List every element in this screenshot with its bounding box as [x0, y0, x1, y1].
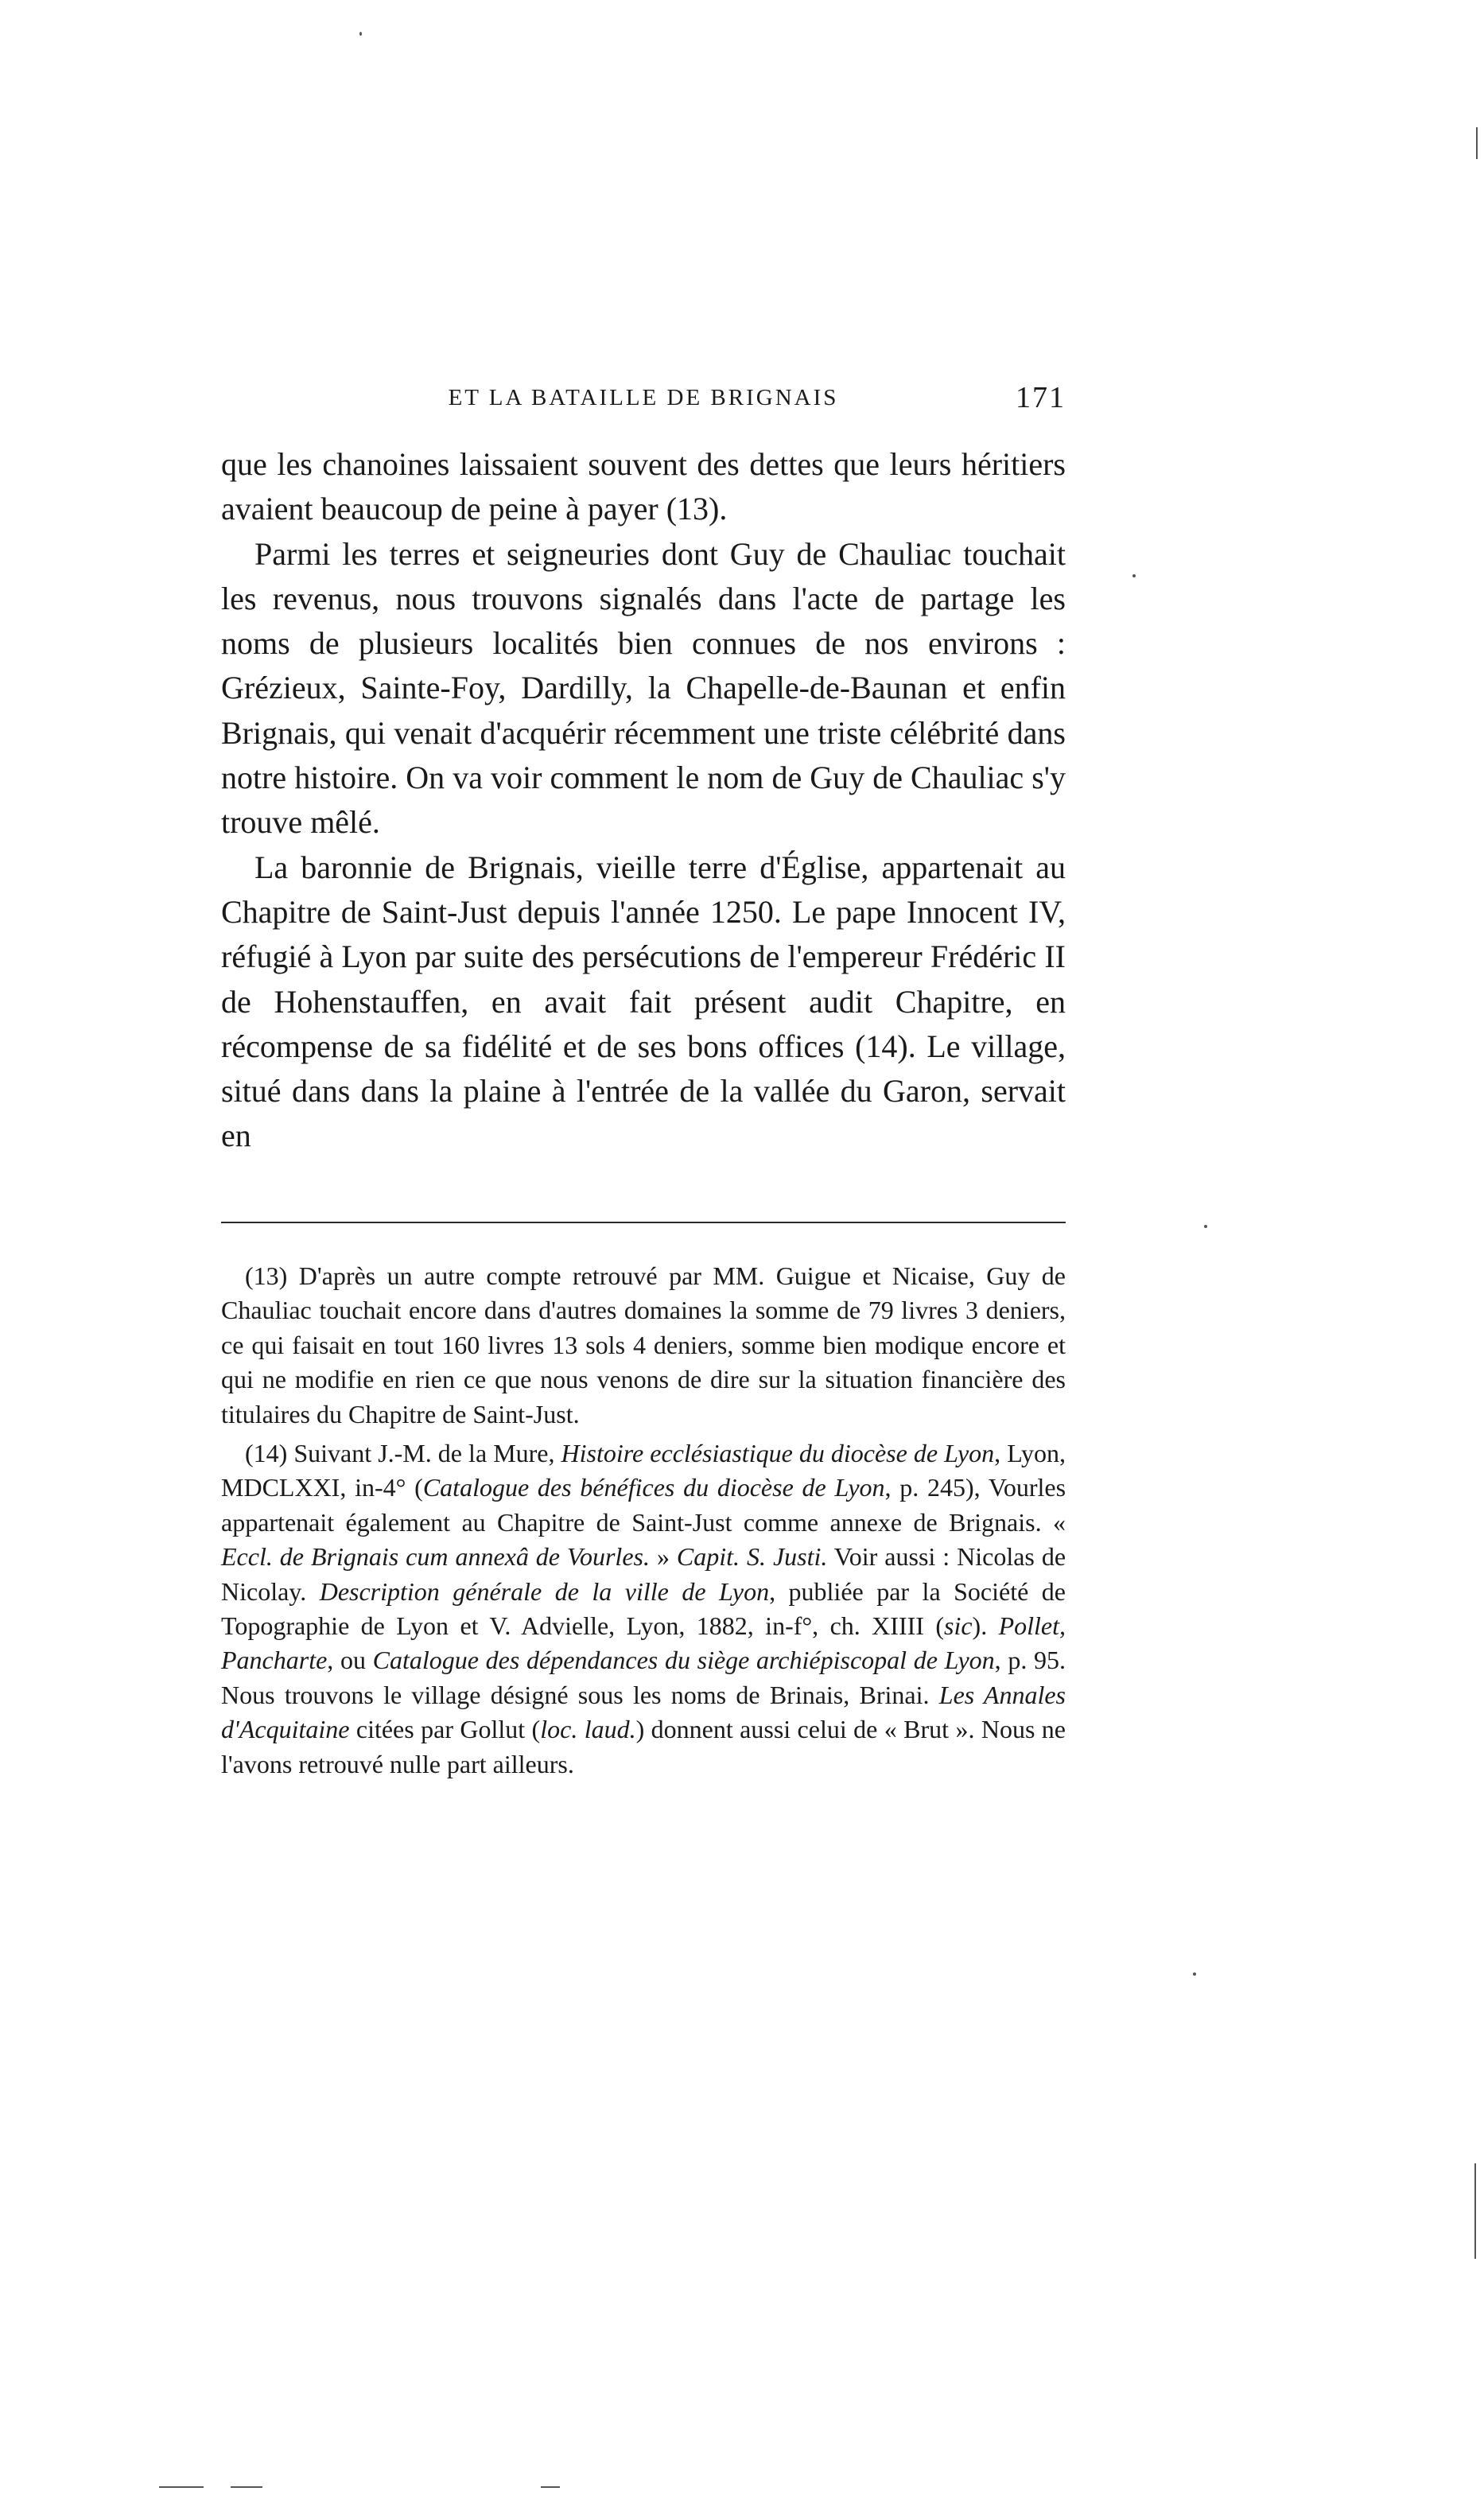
scan-speck	[159, 2486, 204, 2488]
scan-speck	[1204, 1225, 1207, 1228]
citation-title: Catalogue des dépendances du siège archiépiscopal de Lyon	[372, 1646, 995, 1675]
page-number: 171	[1016, 381, 1066, 414]
footnote-14-text: (14) Suivant J.-M. de la Mure,	[245, 1439, 561, 1468]
footnote-14-text: Voir aussi : Nicolas de Nicolay.	[221, 1542, 1066, 1606]
footnote-13: (13) D'après un autre compte retrouvé par MM. Guigue et Nicaise, Guy de Chauliac touchait encore dans d'autres domaines la somme de 79 livres 3 deniers, ce qui faisait en tout 160 livres 13 sols 4 deniers, somme bien modique encore et qui ne modifie en rien ce que nous venons de dire sur la situation financière des titulaires du Chapitre de Saint-Just.	[221, 1261, 1066, 1428]
scan-speck	[1476, 127, 1478, 159]
scan-speck	[359, 32, 362, 36]
footnote-14-text: , ou	[327, 1646, 373, 1675]
citation-title: Pollet, Pancharte	[221, 1611, 1066, 1675]
citation-reference: loc. laud.	[540, 1715, 636, 1744]
sic-mark: sic	[943, 1611, 973, 1641]
running-title: ET LA BATAILLE DE BRIGNAIS	[448, 385, 839, 410]
main-text	[221, 442, 1066, 1159]
citation-title: Catalogue des bénéfices du diocèse de Lyon	[422, 1473, 885, 1502]
footnote-14-text: ) donnent aussi celui de « Brut ». Nous ne l'avons retrouvé nulle part ailleurs.	[221, 1715, 1066, 1778]
footnote-14-text: citées par Gollut (	[349, 1715, 541, 1744]
footnote-14-text: , p. 245), Vourles appartenait également au Chapitre de Saint-Just comme annexe de Brignais. «	[221, 1473, 1066, 1537]
latin-quote: Capit. S. Justi.	[676, 1542, 828, 1572]
footnote-14	[221, 1436, 1066, 1782]
scan-speck	[541, 2486, 560, 2488]
paragraph-continuation: que les chanoines laissaient souvent des dettes que leurs héritiers avaient beaucoup de peine à payer (13).	[221, 446, 1066, 527]
paragraph-brignais-barony: La baronnie de Brignais, vieille terre d'Église, appartenait au Chapitre de Saint-Just depuis l'année 1250. Le pape Innocent IV, réfugié à Lyon par suite des persécutions de l'empereur Frédéric II de Hohenstauffen, en avait fait présent audit Chapitre, en récompense de sa fidélité et de ses bons offices (14). Le village, situé dans dans la plaine à l'entrée de la vallée du Garon, servait en	[221, 849, 1066, 1154]
scan-speck	[1193, 1972, 1196, 1976]
footnote-14-text: , publiée par la Société de Topographie de Lyon et V. Advielle, Lyon, 1882, in-f°, ch. XIIII (	[221, 1576, 1066, 1641]
citation-title: Description générale de la ville de Lyon	[319, 1576, 770, 1606]
citation-title: Histoire ecclésiastique du diocèse de Lyon	[561, 1439, 995, 1468]
footnote-14-text: »	[649, 1542, 677, 1572]
latin-quote: Eccl. de Brignais cum annexâ de Vourles.	[221, 1542, 650, 1572]
footnotes	[221, 1259, 1066, 1786]
scan-speck	[231, 2486, 262, 2488]
footnote-14-text: , p. 95. Nous trouvons le village désigné sous les noms de Brinais, Brinai.	[221, 1646, 1066, 1709]
running-head	[221, 380, 1066, 428]
footnote-separator	[221, 1222, 1066, 1223]
scan-speck	[1474, 2163, 1476, 2259]
citation-title: Les Annales d'Acquitaine	[221, 1680, 1066, 1744]
paragraph-chauliac-lands: Parmi les terres et seigneuries dont Guy de Chauliac touchait les revenus, nous trouvons signalés dans l'acte de partage les noms de plusieurs localités bien connues de nos environs : Grézieux, Sainte-Foy, Dardilly, la Chapelle-de-Baunan et enfin Brignais, qui venait d'acquérir récemment une triste célébrité dans notre histoire. On va voir comment le nom de Guy de Chauliac s'y trouve mêlé.	[221, 535, 1066, 841]
footnote-14-text: , Lyon, MDCLXXI, in-4° (	[221, 1439, 1066, 1502]
scan-speck	[1132, 574, 1136, 577]
footnote-14-text: ).	[972, 1611, 999, 1641]
